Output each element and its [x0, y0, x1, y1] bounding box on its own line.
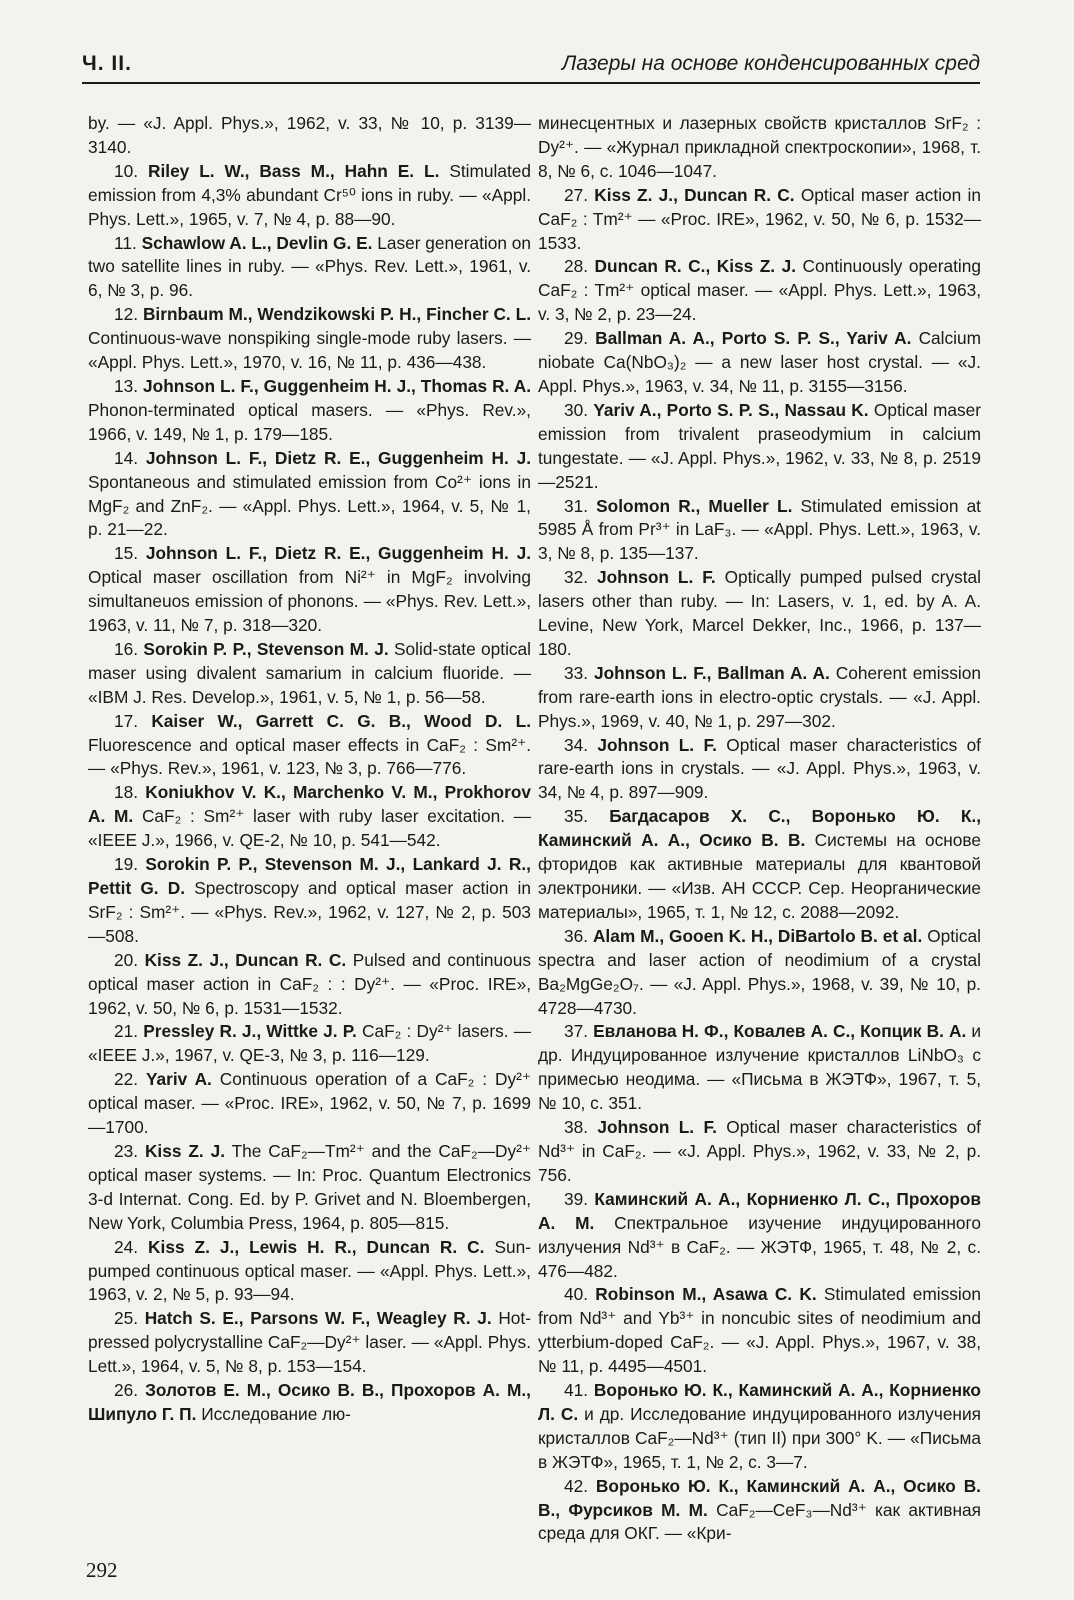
reference-entry	[88, 1236, 531, 1308]
reference-entry	[538, 1188, 981, 1284]
reference-number: 25.	[114, 1308, 139, 1329]
reference-authors: Kiss Z. J., Lewis H. R., Duncan R. C.	[148, 1236, 485, 1257]
reference-authors: Kiss Z. J., Duncan R. C.	[594, 184, 795, 205]
reference-number: 23.	[114, 1140, 139, 1161]
reference-authors: Каминский А. А., Корниенко Л. С., Прохоров А. М.	[538, 1188, 981, 1233]
reference-authors: Kiss Z. J.	[144, 1140, 226, 1161]
reference-number: 37.	[564, 1021, 589, 1042]
reference-entry	[88, 303, 531, 375]
reference-number: 27.	[564, 184, 589, 205]
header-rule	[82, 82, 980, 84]
reference-authors: Duncan R. C., Kiss Z. J.	[594, 256, 797, 277]
reference-text: CaF₂ : Sm²⁺ laser with ruby laser excitation. — «IEEE J.», 1966, v. QE-2, № 10, p. 541—542.	[88, 806, 532, 851]
reference-text: The CaF₂—Tm²⁺ and the CaF₂—Dy²⁺ optical maser systems. — In: Proc. Quantum Electronics 3-d Internat. Cong. Ed. by P. Grivet and N. Bloembergen, New York, Columbia Press, 1964, p. 805—815.	[88, 1140, 531, 1233]
reference-text: Calcium niobate Ca(NbO₃)₂ — a new laser host crystal. — «J. Appl. Phys.», 1963, v. 34, № 11, p. 3155—3156.	[538, 328, 981, 396]
reference-number: 40.	[564, 1284, 589, 1305]
reference-number: 20.	[114, 949, 139, 970]
reference-number: 38.	[564, 1117, 589, 1138]
reference-entry	[88, 1307, 531, 1379]
reference-entry	[88, 949, 531, 1021]
reference-entry	[88, 447, 531, 543]
reference-authors: Solomon R., Mueller L.	[596, 495, 793, 516]
reference-number: 22.	[114, 1069, 139, 1090]
reference-text: by. — «J. Appl. Phys.», 1962, v. 33, № 10, p. 3139—3140.	[88, 113, 531, 157]
reference-text: Continuous operation of a CaF₂ : Dy²⁺ optical maser. — «Proc. IRE», 1962, v. 50, № 7, p. 1699—1700.	[88, 1069, 531, 1138]
reference-text: минесцентных и лазерных свойств кристаллов SrF₂ : Dy²⁺. — «Журнал прикладной спектроскопии», 1968, т. 8, № 6, с. 1046—1047.	[538, 113, 981, 181]
reference-number: 21.	[114, 1021, 139, 1042]
reference-number: 30.	[564, 399, 589, 420]
reference-authors: Воронько Ю. К., Каминский А. А., Осико В. В., Фурсиков М. М.	[538, 1475, 981, 1520]
reference-entry	[538, 1475, 981, 1547]
reference-authors: Kiss Z. J., Duncan R. C.	[144, 949, 347, 970]
running-header	[82, 50, 980, 86]
reference-number: 17.	[114, 710, 139, 731]
reference-authors: Alam M., Gooen K. H., DiBartolo B. et al.	[592, 925, 923, 946]
reference-authors: Багдасаров Х. С., Воронько Ю. К., Каминский А. А., Осико В. В.	[538, 806, 981, 851]
reference-entry	[538, 1020, 981, 1116]
reference-authors: Kaiser W., Garrett C. G. B., Wood D. L.	[151, 710, 531, 731]
reference-text: Optical maser emission from trivalent praseodymium in calcium tungestate. — «J. Appl. Phys.», 1962, v. 33, № 8, p. 2519—2521.	[538, 399, 981, 492]
reference-number: 39.	[564, 1188, 589, 1209]
reference-number: 28.	[564, 256, 589, 277]
reference-text: и др. Индуцированное излучение кристаллов LiNbO₃ с примесью неодима. — «Письма в ЖЭТФ», 1967, т. 5, № 10, с. 351.	[538, 1021, 981, 1114]
left-column	[88, 112, 531, 1427]
chapter-title: Лазеры на основе конденсированных сред	[561, 52, 980, 75]
reference-authors: Евланова Н. Ф., Ковалев А. С., Копцик В. А.	[593, 1021, 967, 1042]
reference-number: 33.	[564, 662, 589, 683]
right-column	[538, 112, 981, 1546]
reference-number: 11.	[114, 232, 137, 253]
reference-text: Системы на основе фторидов как активные материалы для квантовой электроники. — «Изв. АН СССР. Сер. Неорганические материалы», 1965, т. 1, № 12, с. 2088—2092.	[538, 830, 981, 922]
reference-authors: Ballman A. A., Porto S. P. S., Yariv A.	[595, 328, 912, 349]
reference-text: Спектральное изучение индуцированного излучения Nd³⁺ в CaF₂. — ЖЭТФ, 1965, т. 48, № 2, с. 476—482.	[538, 1212, 982, 1281]
reference-number: 15.	[114, 543, 139, 564]
reference-authors: Pressley R. J., Wittke J. P.	[143, 1021, 357, 1042]
reference-number: 26.	[114, 1380, 139, 1401]
reference-authors: Johnson L. F.	[597, 734, 717, 755]
reference-text: Optical maser characteristics of rare-earth ions in crystals. — «J. Appl. Phys.», 1963, v. 34, № 4, p. 897—909.	[538, 734, 981, 803]
reference-authors: Sorokin P. P., Stevenson M. J., Lankard J. R., Pettit G. D.	[88, 854, 531, 898]
reference-entry	[88, 160, 531, 232]
reference-authors: Johnson L. F.	[596, 567, 716, 588]
reference-entry	[88, 781, 531, 853]
reference-entry	[88, 710, 531, 782]
reference-entry	[538, 112, 981, 184]
reference-entry	[538, 566, 981, 662]
reference-authors: Sorokin P. P., Stevenson M. J.	[143, 638, 389, 659]
reference-entry	[538, 662, 981, 734]
reference-entry	[88, 1140, 531, 1236]
reference-entry	[538, 184, 981, 256]
reference-text: Fluorescence and optical maser effects in CaF₂ : Sm²⁺. — «Phys. Rev.», 1961, v. 123, № 3, p. 766—776.	[88, 734, 531, 779]
reference-authors: Johnson L. F., Dietz R. E., Guggenheim H. J.	[145, 447, 531, 468]
reference-text: Optical maser oscillation from Ni²⁺ in MgF₂ involving simultaneuos emission of phonons. — «Phys. Rev. Lett.», 1963, v. 11, № 7, p. 318—320.	[88, 567, 531, 636]
reference-authors: Birnbaum M., Wendzikowski P. H., Fincher C. L.	[142, 304, 531, 325]
reference-text: Stimulated emission from 4,3% abundant Cr⁵⁰ ions in ruby. — «Appl. Phys. Lett.», 1965, v. 7, № 4, p. 88—90.	[88, 160, 531, 229]
reference-text: Phonon-terminated optical masers. — «Phys. Rev.», 1966, v. 149, № 1, p. 179—185.	[88, 399, 531, 444]
reference-number: 13.	[114, 375, 139, 396]
reference-number: 32.	[564, 567, 589, 588]
reference-authors: Yariv A., Porto S. P. S., Nassau K.	[593, 399, 869, 420]
reference-entry	[88, 853, 531, 949]
reference-entry	[538, 495, 981, 567]
reference-authors: Johnson L. F., Guggenheim H. J., Thomas R. A.	[143, 375, 531, 396]
reference-entry	[538, 255, 981, 327]
reference-text: Coherent emission from rare-earth ions in electro-optic crystals. — «J. Appl. Phys.», 1969, v. 40, № 1, p. 297—302.	[538, 662, 981, 731]
reference-entry	[88, 542, 531, 638]
reference-text: и др. Исследование индуцированного излучения кристаллов CaF₂—Nd³⁺ (тип II) при 300° K. — «Письма в ЖЭТФ», 1965, т. 1, № 2, с. 3—7.	[538, 1403, 981, 1472]
reference-number: 35.	[564, 806, 589, 827]
reference-number: 24.	[114, 1236, 139, 1257]
reference-number: 19.	[114, 854, 139, 875]
reference-text: Optical maser action in CaF₂ : Tm²⁺ — «Proc. IRE», 1962, v. 50, № 6, p. 1532—1533.	[538, 184, 981, 253]
reference-entry	[538, 1379, 981, 1475]
reference-number: 14.	[114, 447, 139, 468]
reference-entry	[538, 925, 981, 1021]
chapter-label: Ч. II.	[82, 52, 132, 75]
reference-authors: Золотов Е. М., Осико В. В., Прохоров А. М., Шипуло Г. П.	[88, 1380, 531, 1424]
reference-entry	[88, 232, 531, 304]
reference-number: 42.	[564, 1475, 589, 1496]
reference-number: 31.	[564, 495, 589, 516]
reference-number: 16.	[114, 638, 139, 659]
reference-authors: Koniukhov V. K., Marchenko V. M., Prokhorov A. M.	[88, 782, 531, 827]
reference-number: 10.	[114, 160, 139, 181]
reference-entry	[538, 1116, 981, 1188]
reference-entry	[538, 399, 981, 495]
reference-authors: Hatch S. E., Parsons W. F., Weagley R. J.	[144, 1308, 492, 1329]
reference-text: CaF₂—CeF₃—Nd³⁺ как активная среда для ОКГ. — «Кри-	[538, 1499, 981, 1544]
reference-text: Spectroscopy and optical maser action in SrF₂ : Sm²⁺. — «Phys. Rev.», 1962, v. 127, № 2, p. 503—508.	[88, 878, 531, 946]
reference-entry	[88, 375, 531, 447]
reference-text: CaF₂ : Dy²⁺ lasers. — «IEEE J.», 1967, v. QE-3, № 3, p. 116—129.	[88, 1021, 531, 1066]
reference-text: Stimulated emission at 5985 Å from Pr³⁺ in LaF₃. — «Appl. Phys. Lett.», 1963, v. 3, № 8, p. 135—137.	[538, 495, 981, 564]
reference-text: Optical spectra and laser action of neodimium of a crystal Ba₂MgGe₂O₇. — «J. Appl. Phys.», 1968, v. 39, № 10, p. 4728—4730.	[538, 925, 981, 1018]
reference-text: Continuously operating CaF₂ : Tm²⁺ optical maser. — «Appl. Phys. Lett.», 1963, v. 3, № 2, p. 23—24.	[538, 256, 981, 325]
reference-entry	[538, 327, 981, 399]
reference-authors: Yariv A.	[145, 1069, 212, 1090]
page-number: 292	[86, 1558, 118, 1582]
reference-text: Optically pumped pulsed crystal lasers other than ruby. — In: Lasers, v. 1, ed. by A. A. Levine, New York, Marcel Dekker, Inc., 1966, p. 137—180.	[538, 567, 981, 659]
reference-text: Laser generation on two satellite lines in ruby. — «Phys. Rev. Lett.», 1961, v. 6, № 3, p. 96.	[88, 232, 531, 301]
reference-authors: Robinson M., Asawa C. K.	[595, 1284, 817, 1305]
reference-entry	[538, 805, 981, 925]
reference-text: Optical maser characteristics of Nd³⁺ in CaF₂. — «J. Appl. Phys.», 1962, v. 33, № 2, p. 756.	[538, 1117, 981, 1185]
reference-number: 34.	[564, 734, 589, 755]
reference-authors: Johnson L. F.	[597, 1117, 717, 1138]
reference-number: 29.	[564, 328, 589, 349]
reference-number: 36.	[564, 925, 589, 946]
reference-number: 41.	[564, 1380, 589, 1401]
reference-text: Solid-state optical maser using divalent samarium in calcium fluoride. — «IBM J. Res. Develop.», 1961, v. 5, № 1, p. 56—58.	[88, 638, 532, 707]
reference-text: Spontaneous and stimulated emission from Co²⁺ ions in MgF₂ and ZnF₂. — «Appl. Phys. Lett.», 1964, v. 5, № 1, p. 21—22.	[88, 471, 531, 540]
reference-text: Stimulated emission from Nd³⁺ and Yb³⁺ in noncubic sites of neodimium and ytterbium-doped CaF₂. — «J. Appl. Phys.», 1967, v. 38, № 11, p. 4495—4501.	[538, 1284, 981, 1377]
reference-number: 18.	[114, 782, 139, 803]
reference-entry	[88, 1068, 531, 1140]
reference-entry	[88, 638, 531, 710]
reference-text: Sun-pumped continuous optical maser. — «Appl. Phys. Lett.», 1963, v. 2, № 5, p. 93—94.	[88, 1236, 531, 1305]
reference-entry	[88, 112, 531, 160]
reference-authors: Johnson L. F., Dietz R. E., Guggenheim H. J.	[145, 543, 531, 564]
reference-authors: Johnson L. F., Ballman A. A.	[593, 662, 830, 683]
reference-entry	[538, 1283, 981, 1379]
reference-text: Исследование лю-	[201, 1403, 351, 1424]
reference-text: Continuous-wave nonspiking single-mode ruby lasers. — «Appl. Phys. Lett.», 1970, v. 16, № 11, p. 436—438.	[88, 328, 531, 373]
reference-authors: Riley L. W., Bass M., Hahn E. L.	[147, 160, 440, 181]
reference-text: Pulsed and continuous optical maser action in CaF₂ : : Dy²⁺. — «Proc. IRE», 1962, v. 50, № 6, p. 1531—1532.	[88, 949, 532, 1018]
reference-authors: Воронько Ю. К., Каминский А. А., Корниенко Л. С.	[538, 1380, 981, 1424]
reference-entry	[88, 1020, 531, 1068]
reference-text: Hot-pressed polycrystalline CaF₂—Dy²⁺ laser. — «Appl. Phys. Lett.», 1964, v. 5, № 8, p. 153—154.	[88, 1308, 531, 1377]
reference-authors: Schawlow A. L., Devlin G. E.	[141, 232, 373, 253]
reference-number: 12.	[114, 304, 139, 325]
reference-entry	[88, 1379, 531, 1427]
reference-entry	[538, 734, 981, 806]
